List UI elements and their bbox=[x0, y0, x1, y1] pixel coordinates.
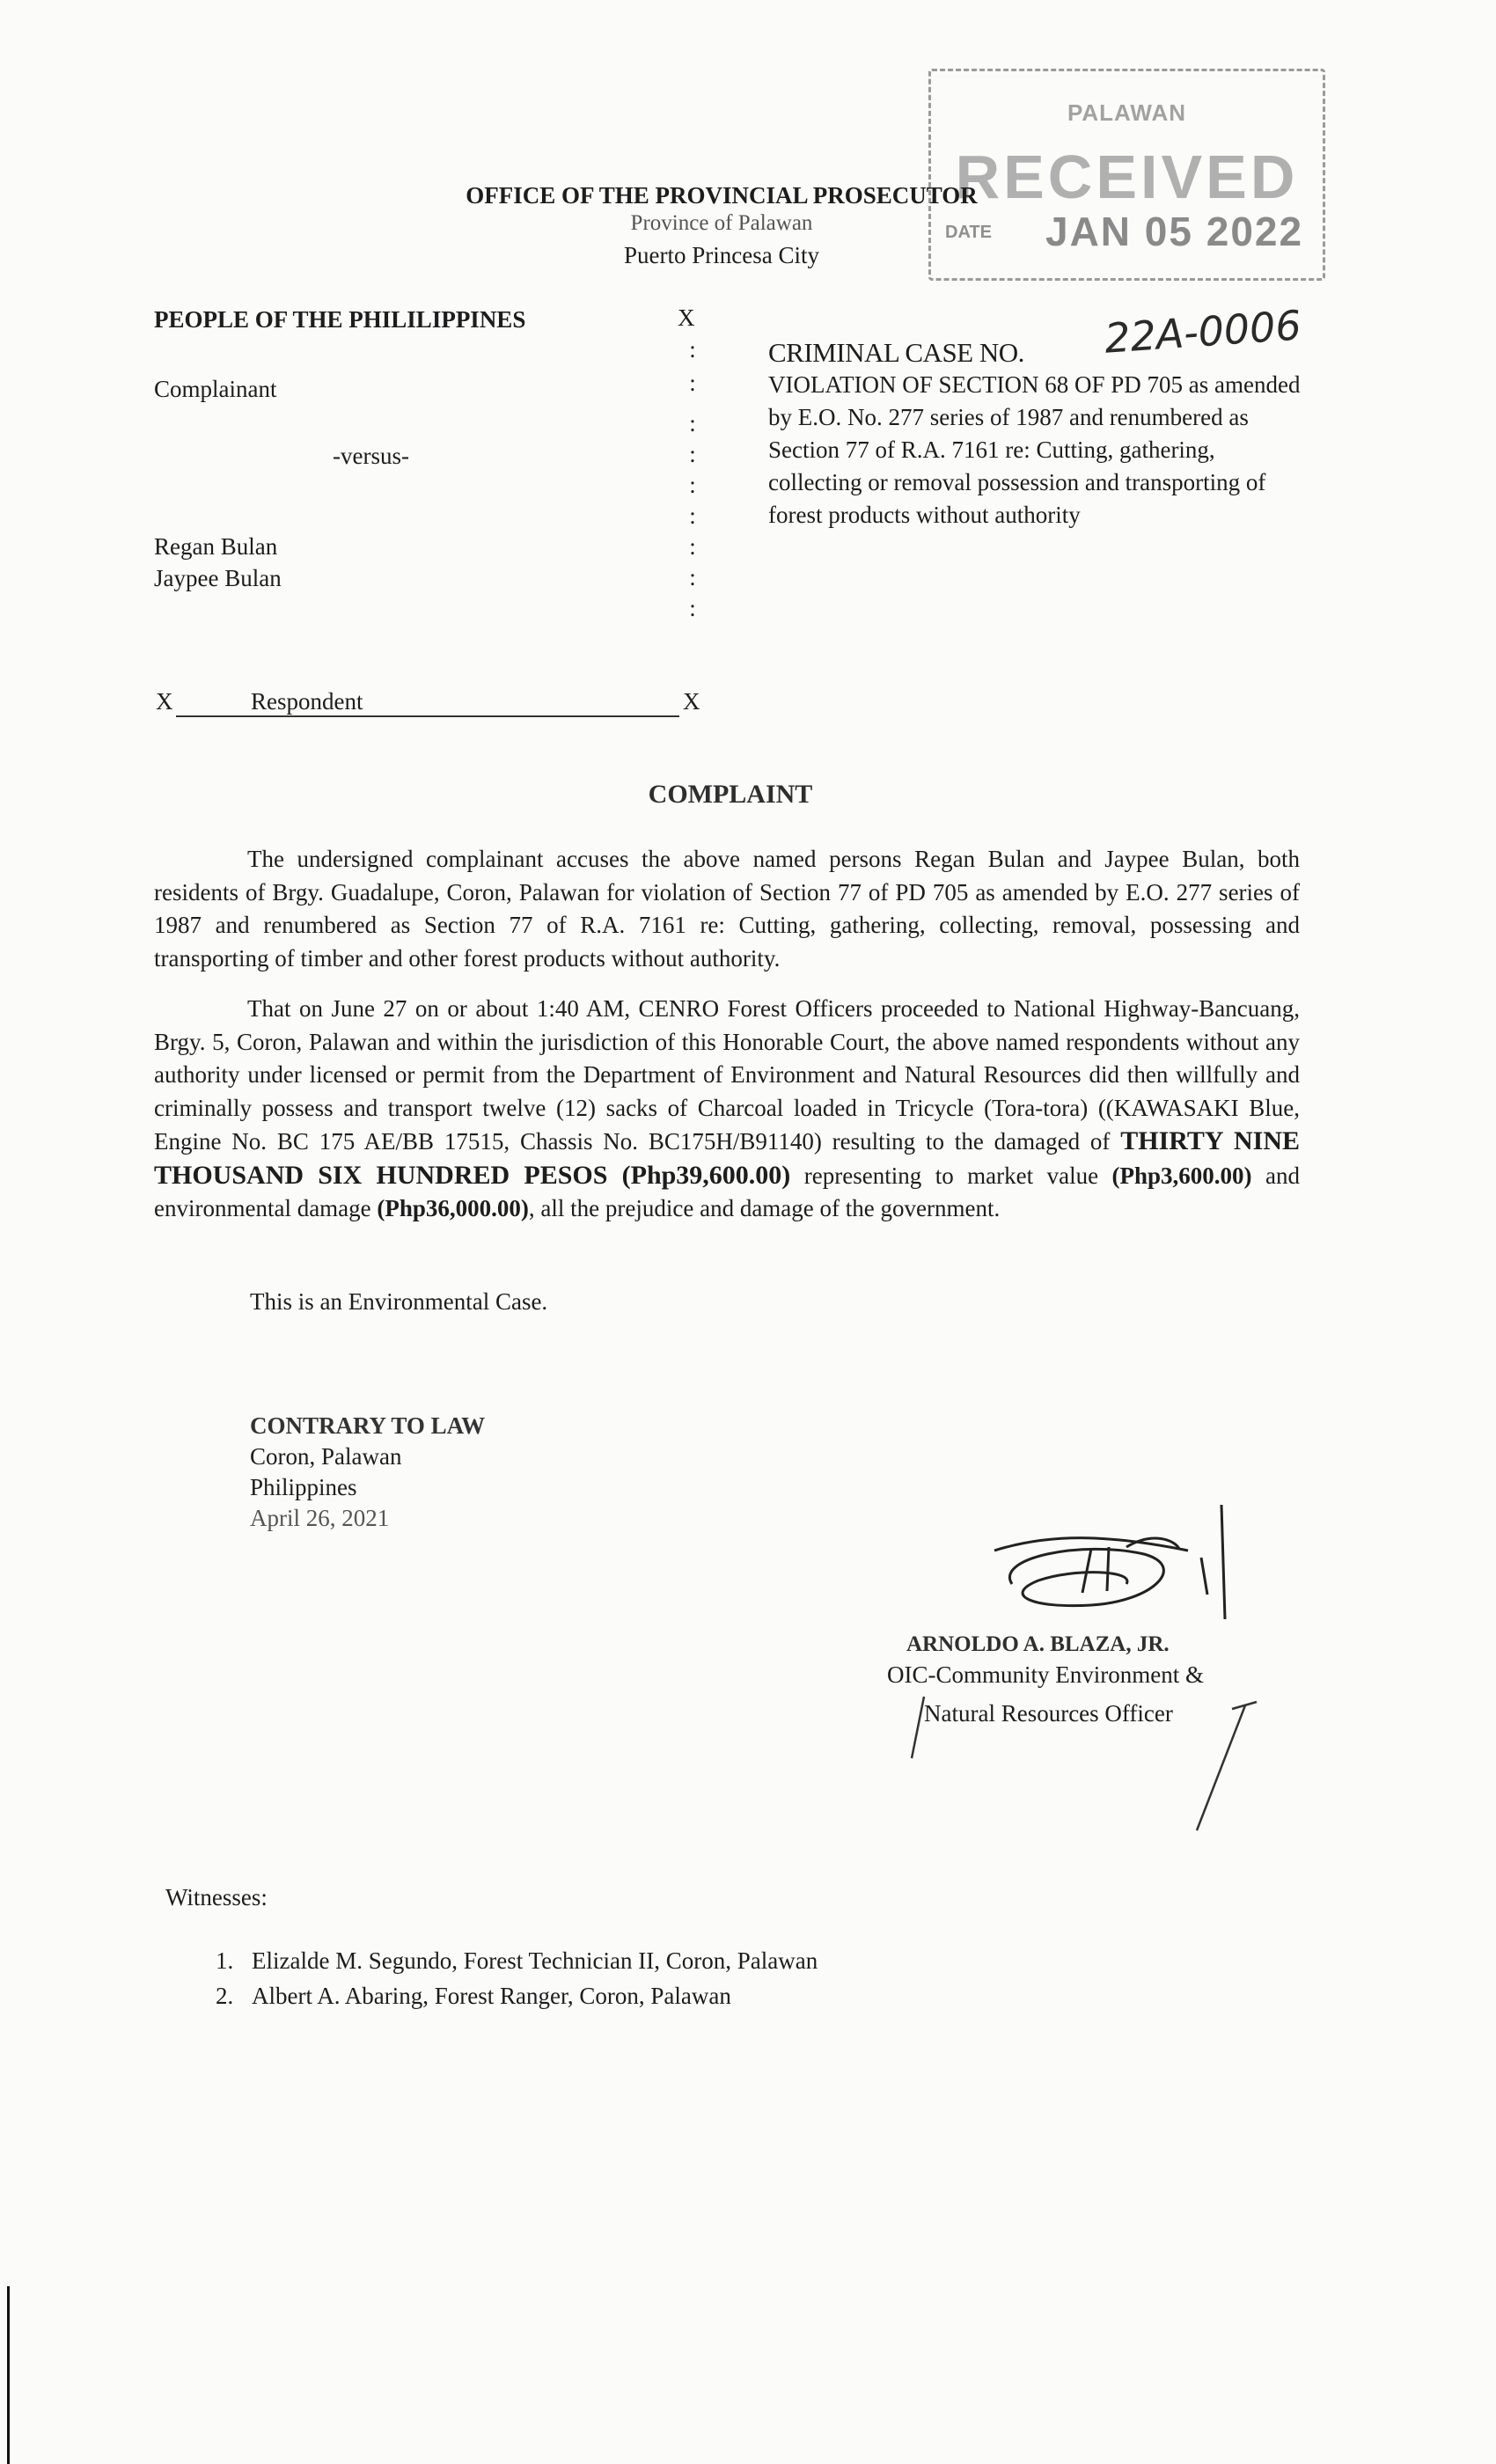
complaint-paragraph-2 bbox=[154, 993, 1300, 1226]
violation-text: VIOLATION OF SECTION 68 OF PD 705 as amended by E.O. No. 277 series of 1987 and renumbered as Section 77 of R.A. 7161 re: Cutting, gathering, collecting or removal possession and transporting of forest products without authority bbox=[768, 371, 1301, 528]
respondent-name-1: Regan Bulan bbox=[154, 533, 278, 560]
province-line: Province of Palawan bbox=[630, 211, 813, 235]
witness-item: 1. Elizalde M. Segundo, Forest Technician II, Coron, Palawan bbox=[239, 1943, 1170, 1978]
case-label: CRIMINAL CASE NO. bbox=[768, 337, 1024, 368]
closing-place-1: Coron, Palawan bbox=[250, 1443, 402, 1470]
caption-x-left: X bbox=[156, 688, 173, 715]
caption-x-right: X bbox=[683, 688, 700, 715]
city-line: Puerto Princesa City bbox=[624, 242, 819, 268]
contrary-to-law: CONTRARY TO LAW bbox=[250, 1412, 486, 1439]
signatory-title-2: Natural Resources Officer bbox=[924, 1700, 1173, 1727]
caption-colon: : bbox=[689, 410, 696, 436]
para2-text: representing to market value bbox=[790, 1162, 1112, 1189]
para2-text: and environmental damage bbox=[154, 1162, 1300, 1221]
caption-colon: : bbox=[689, 336, 696, 363]
scan-edge bbox=[7, 2286, 10, 2464]
stamp-date-label: DATE bbox=[945, 223, 992, 242]
respondent-line bbox=[176, 715, 679, 717]
environmental-note: This is an Environmental Case. bbox=[250, 1288, 548, 1315]
signature-image bbox=[977, 1496, 1276, 1654]
para2-text: , all the prejudice and damage of the government. bbox=[528, 1195, 1001, 1221]
stamp-date: JAN 05 2022 bbox=[1045, 209, 1304, 254]
stamp-title: PALAWAN bbox=[1067, 99, 1187, 126]
people-label: PEOPLE OF THE PHILILIPPINES bbox=[154, 306, 526, 333]
environmental-damage-amount: (Php36,000.00) bbox=[377, 1195, 529, 1221]
caption-colon: : bbox=[689, 533, 696, 560]
case-number: 22A-0006 bbox=[1103, 301, 1303, 363]
closing-date: April 26, 2021 bbox=[250, 1505, 390, 1531]
caption-colon: : bbox=[689, 441, 696, 467]
received-stamp bbox=[928, 69, 1325, 281]
witness-item: 2. Albert A. Abaring, Forest Ranger, Coron, Palawan bbox=[239, 1978, 1170, 2013]
caption-colon: : bbox=[689, 472, 696, 498]
signatory-title-1: OIC-Community Environment & bbox=[887, 1661, 1204, 1688]
closing-place-2: Philippines bbox=[250, 1474, 357, 1500]
para2-text: That on June 27 on or about 1:40 AM, CENRO Forest Officers proceeded to National Highway-Bancuang, Brgy. 5, Coron, Palawan and within the jurisdiction of this Honorable Court, the above named respondents without any authority under licensed or permit from the Department of Environment and Natural Resources did then willfully and criminally possess and transport twelve (12) sacks of Charcoal loaded in Tricycle (Tora-tora) ((KAWASAKI Blue, Engine No. BC 175 AE/BB 17515, Chassis No. BC175H/B91140) resulting to the damaged of bbox=[154, 995, 1300, 1155]
caption-colon: : bbox=[689, 595, 696, 621]
versus-label: -versus- bbox=[333, 443, 409, 469]
market-value-amount: (Php3,600.00) bbox=[1111, 1162, 1252, 1189]
complaint-paragraph-1: The undersigned complainant accuses the above named persons Regan Bulan and Jaypee Bulan, both residents of Brgy. Guadalupe, Coron, Palawan for violation of Section 77 of PD 705 as amended by E.O. 277 series of 1987 and renumbered as Section 77 of R.A. 7161 re: Cutting, gathering, collecting, removal, possessing and transporting of timber and other forest products without authority. bbox=[154, 846, 1300, 972]
respondent-name-2: Jaypee Bulan bbox=[154, 565, 282, 591]
witnesses-label: Witnesses: bbox=[165, 1884, 268, 1910]
complainant-label: Complainant bbox=[154, 376, 277, 402]
office-title: OFFICE OF THE PROVINCIAL PROSECUTOR bbox=[466, 182, 978, 209]
caption-colon: : bbox=[689, 370, 696, 396]
damage-amount: THIRTY NINE THOUSAND SIX HUNDRED PESOS (Php39,600.00) bbox=[154, 1126, 1300, 1190]
caption-colon: : bbox=[689, 502, 696, 529]
signatory-name: ARNOLDO A. BLAZA, JR. bbox=[906, 1632, 1170, 1656]
document-title: COMPLAINT bbox=[648, 780, 813, 809]
stamp-received-text: RECEIVED bbox=[955, 143, 1299, 211]
caption-x-top: X bbox=[678, 304, 695, 331]
respondent-label: Respondent bbox=[251, 688, 363, 715]
caption-colon: : bbox=[689, 564, 696, 590]
witness-list bbox=[202, 1943, 1170, 2013]
signature-strokes bbox=[906, 1690, 1276, 1839]
